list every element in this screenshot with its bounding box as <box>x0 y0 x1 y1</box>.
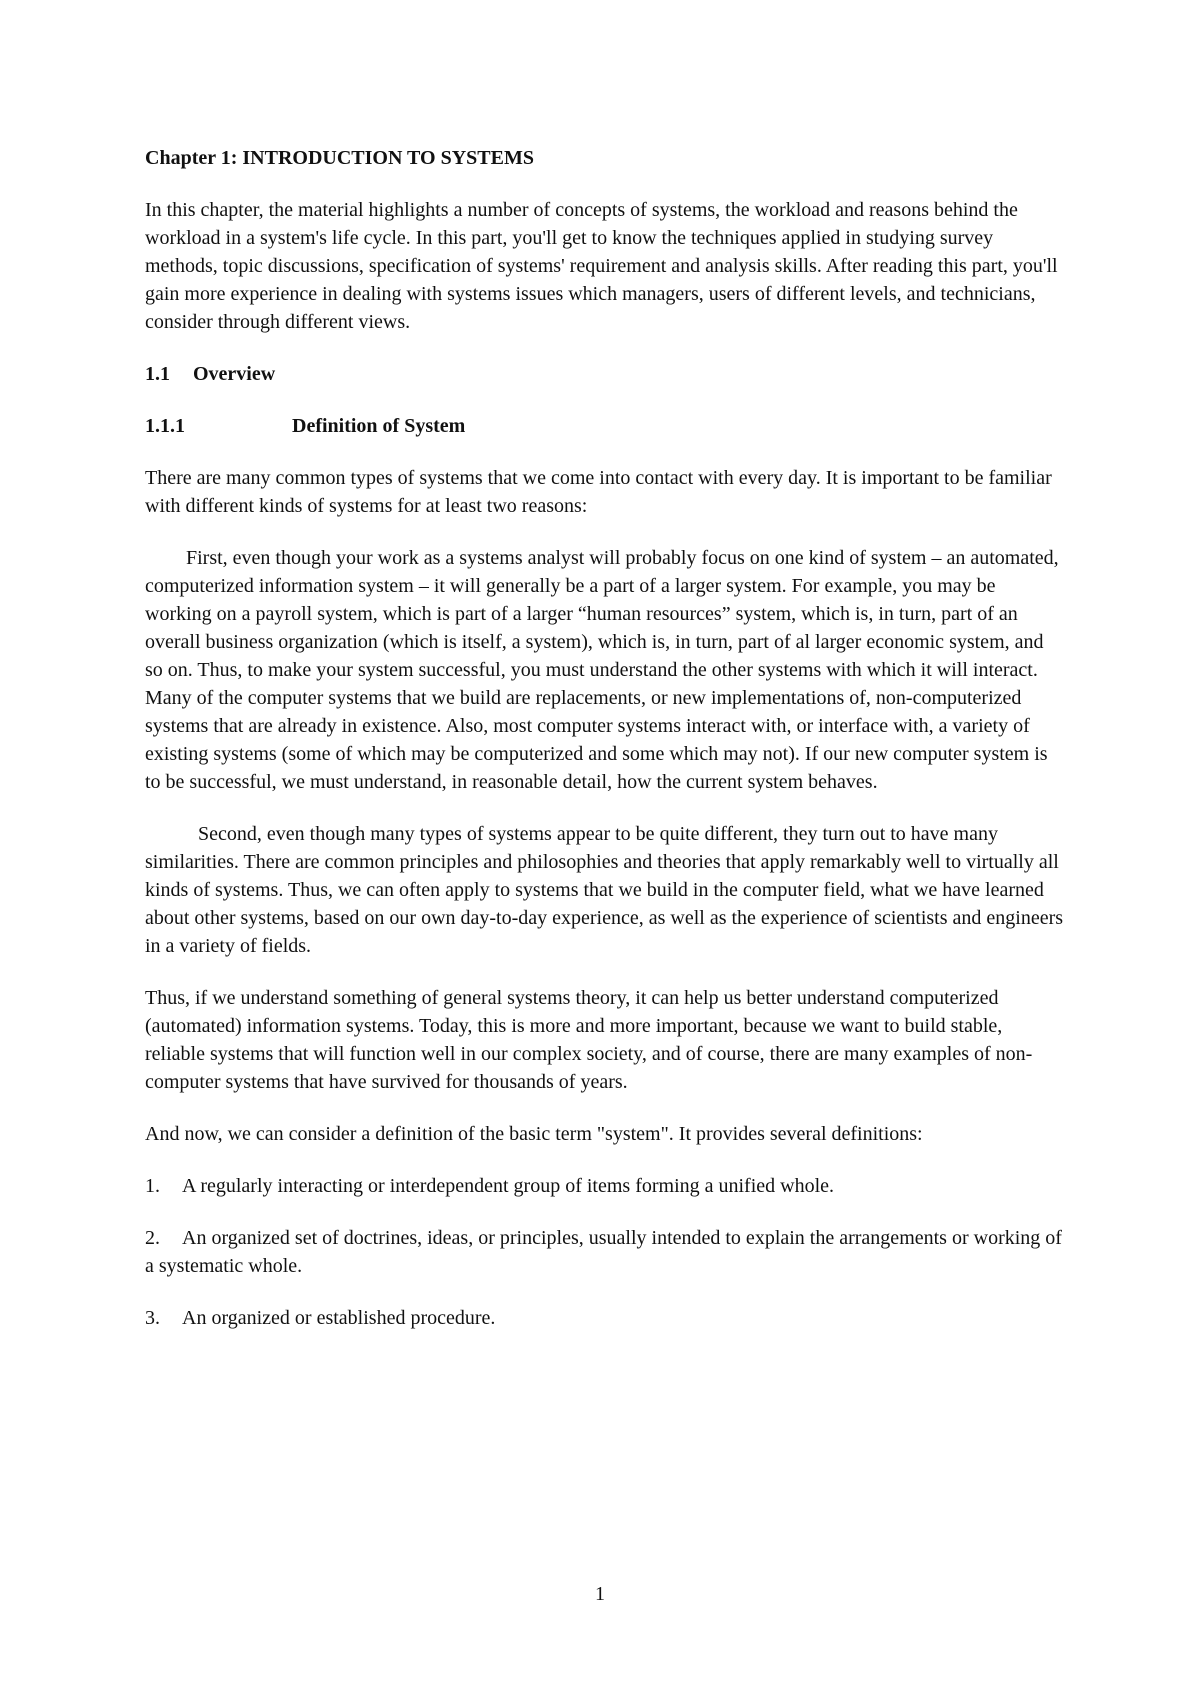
body-paragraph: Second, even though many types of systems appear to be quite different, they turn out to have many similarities. There are common principles and philosophies and theories that apply remarkably well to virtually all kinds of systems. Thus, we can often apply to systems that we build in the computer field, what we have learned about other systems, based on our own day-to-day experience, as well as the experience of scientists and engineers in a variety of fields. <box>145 823 1064 957</box>
definition-item <box>145 1172 1065 1200</box>
definition-text: A regularly interacting or interdependent group of items forming a unified whole. <box>182 1175 835 1197</box>
definition-item <box>145 1224 1065 1280</box>
subsection-title: Definition of System <box>292 415 466 437</box>
chapter-title: Chapter 1: INTRODUCTION TO SYSTEMS <box>145 147 534 169</box>
body-paragraph: There are many common types of systems that we come into contact with every day. It is important to be familiar with different kinds of systems for at least two reasons: <box>145 467 1052 517</box>
definition-number: 2. <box>145 1227 160 1249</box>
section-title: Overview <box>193 363 276 385</box>
body-paragraph: And now, we can consider a definition of the basic term "system". It provides several definitions: <box>145 1123 923 1145</box>
section-number: 1.1 <box>145 363 170 385</box>
definition-number: 1. <box>145 1175 160 1197</box>
body-paragraph: First, even though your work as a systems analyst will probably focus on one kind of system – an automated, computerized information system – it will generally be a part of a larger system. For example, you may be working on a payroll system, which is part of a larger “human resources” system, which is, in turn, part of an overall business organization (which is itself, a system), which is, in turn, part of al larger economic system, and so on. Thus, to make your system successful, you must understand the other systems with which it will interact. Many of the computer systems that we build are replacements, or new implementations of, non-computerized systems that are already in existence. Also, most computer systems interact with, or interface with, a variety of existing systems (some of which may be computerized and some which may not). If our new computer system is to be successful, we must understand, in reasonable detail, how the current system behaves. <box>145 547 1059 793</box>
subsection-number: 1.1.1 <box>145 415 185 437</box>
intro-paragraph: In this chapter, the material highlights a number of concepts of systems, the workload and reasons behind the workload in a system's life cycle. In this part, you'll get to know the techniques applied in studying survey methods, topic discussions, specification of systems' requirement and analysis skills. After reading this part, you'll gain more experience in dealing with systems issues which managers, users of different levels, and technicians, consider through different views. <box>145 199 1058 333</box>
subsection-heading <box>145 412 1065 440</box>
definition-text: An organized set of doctrines, ideas, or principles, usually intended to explain the arrangements or working of a systematic whole. <box>145 1227 1062 1277</box>
body-paragraph: Thus, if we understand something of general systems theory, it can help us better understand computerized (automated) information systems. Today, this is more and more important, because we want to build stable, reliable systems that will function well in our complex society, and of course, there are many examples of non-computer systems that have survived for thousands of years. <box>145 987 1033 1093</box>
definition-number: 3. <box>145 1307 160 1329</box>
definition-item <box>145 1304 1065 1332</box>
document-page <box>145 144 1065 1356</box>
section-heading <box>145 360 1065 388</box>
definition-text: An organized or established procedure. <box>182 1307 496 1329</box>
page-number: 1 <box>595 1583 605 1605</box>
